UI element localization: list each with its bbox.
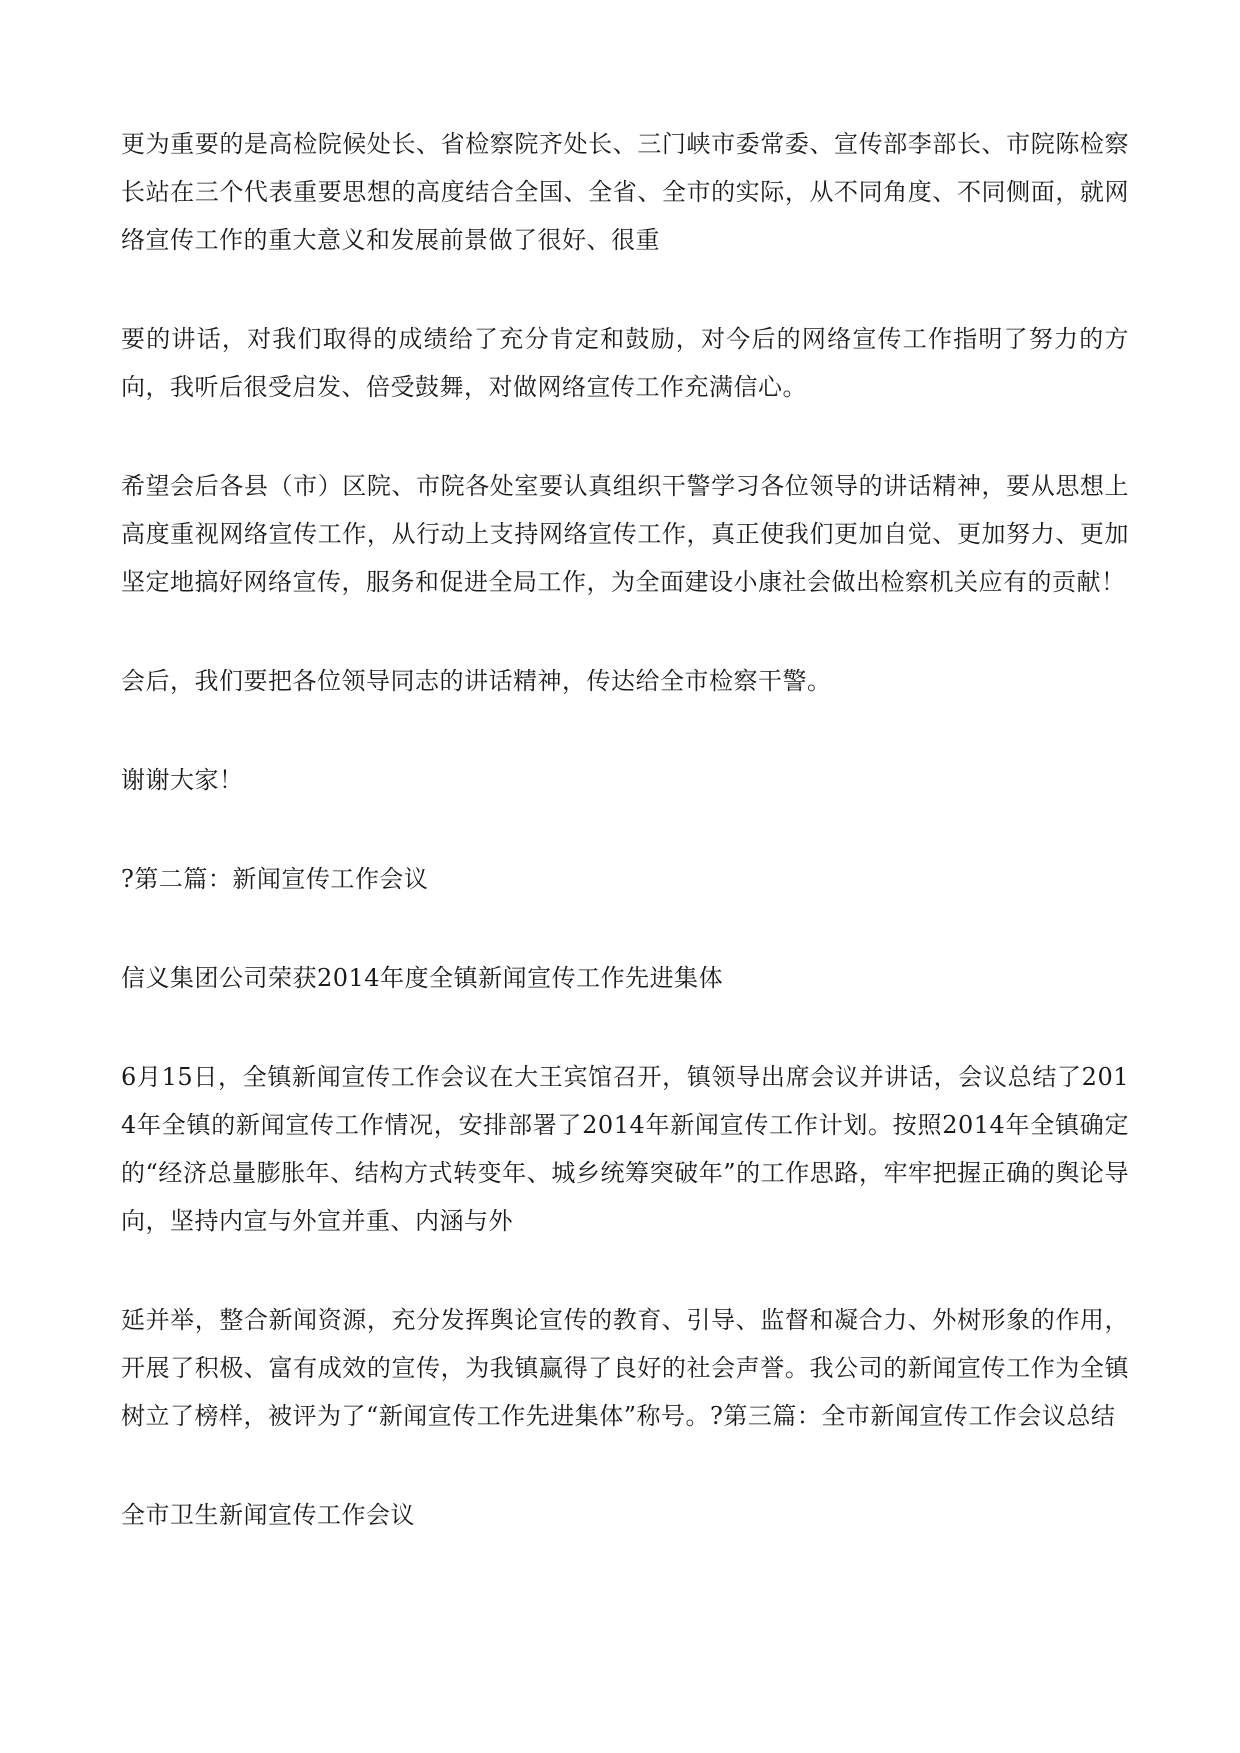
document-body [121, 120, 1129, 1539]
paragraph-1: 更为重要的是高检院候处长、省检察院齐处长、三门峡市委常委、宣传部李部长、市院陈检察长站在三个代表重要思想的高度结合全国、全省、全市的实际，从不同角度、不同侧面，就网络宣传工作的重大意义和发展前景做了很好、很重 [121, 130, 1129, 254]
section-heading-2: ?第二篇：新闻宣传工作会议 [121, 865, 429, 893]
paragraph-4: 会后，我们要把各位领导同志的讲话精神，传达给全市检察干警。 [121, 667, 832, 695]
paragraph-2: 要的讲话，对我们取得的成绩给了充分肯定和鼓励，对今后的网络宣传工作指明了努力的方向，我听后很受启发、倍受鼓舞，对做网络宣传工作充满信心。 [121, 325, 1129, 401]
paragraph-9: 延并举，整合新闻资源，充分发挥舆论宣传的教育、引导、监督和凝合力、外树形象的作用，开展了积极、富有成效的宣传，为我镇赢得了良好的社会声誉。我公司的新闻宣传工作为全镇树立了榜样，被评为了“新闻宣传工作先进集体”称号。?第三篇：全市新闻宣传工作会议总结 [121, 1306, 1129, 1430]
paragraph-10: 全市卫生新闻宣传工作会议 [121, 1501, 415, 1529]
paragraph-3: 希望会后各县（市）区院、市院各处室要认真组织干警学习各位领导的讲话精神，要从思想上高度重视网络宣传工作，从行动上支持网络宣传工作，真正使我们更加自觉、更加努力、更加坚定地搞好网络宣传，服务和促进全局工作，为全面建设小康社会做出检察机关应有的贡献！ [121, 472, 1129, 596]
paragraph-8: 6月15日，全镇新闻宣传工作会议在大王宾馆召开，镇领导出席会议并讲话，会议总结了2014年全镇的新闻宣传工作情况，安排部署了2014年新闻宣传工作计划。按照2014年全镇确定的“经济总量膨胀年、结构方式转变年、城乡统筹突破年”的工作思路，牢牢把握正确的舆论导向，坚持内宣与外宣并重、内涵与外 [121, 1063, 1129, 1235]
paragraph-5: 谢谢大家！ [121, 766, 244, 794]
article-title: 信义集团公司荣获2014年度全镇新闻宣传工作先进集体 [121, 964, 724, 992]
